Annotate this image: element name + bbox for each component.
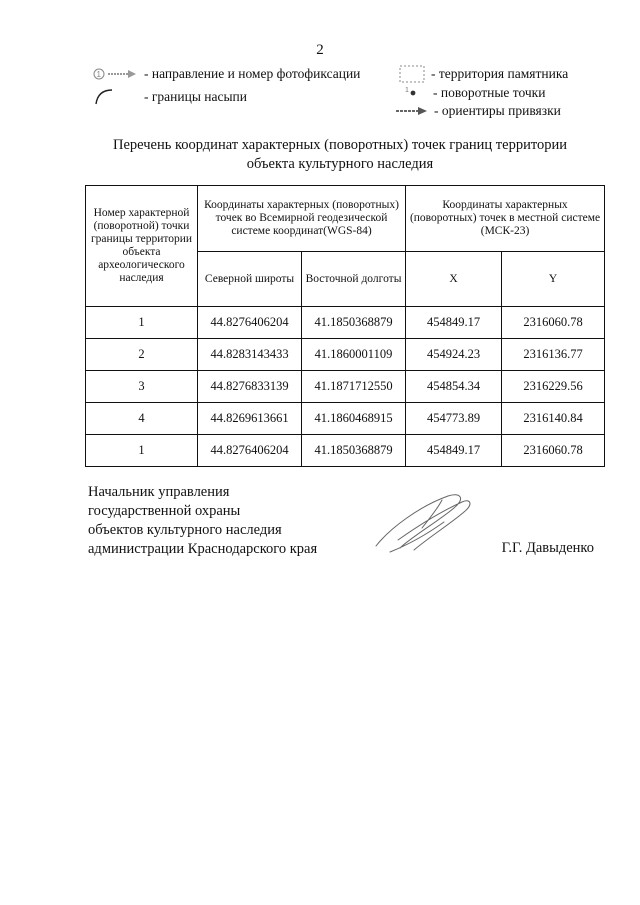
position-line: объектов культурного наследия [88, 522, 282, 538]
cell-latitude: 44.8276833139 [198, 371, 302, 403]
position-line: администрации Краснодарского края [88, 541, 318, 557]
cell-x: 454854.34 [406, 371, 502, 403]
cell-y: 2316140.84 [502, 403, 605, 435]
cell-y: 2316060.78 [502, 307, 605, 339]
cell-y: 2316229.56 [502, 371, 605, 403]
cell-point-number: 2 [86, 339, 198, 371]
cell-x: 454849.17 [406, 435, 502, 467]
cell-longitude: 41.1860468915 [302, 403, 406, 435]
table-row [86, 371, 605, 403]
cell-latitude: 44.8283143433 [198, 339, 302, 371]
header-msk-group: Координаты характерных (поворотных) точек в местной системе (МСК-23) [406, 186, 605, 252]
cell-point-number: 1 [86, 307, 198, 339]
table-row [86, 307, 605, 339]
cell-longitude: 41.1850368879 [302, 435, 406, 467]
position-line: Начальник управления [88, 484, 230, 500]
header-x: X [406, 252, 502, 307]
cell-longitude: 41.1850368879 [302, 307, 406, 339]
position-line: государственной охраны [88, 503, 241, 519]
photo-direction-icon [92, 67, 140, 81]
title-line-2: объекта культурного наследия [246, 156, 434, 172]
cell-latitude: 44.8276406204 [198, 307, 302, 339]
svg-text:1: 1 [96, 70, 101, 79]
territory-box-icon [399, 65, 427, 83]
header-y: Y [502, 252, 605, 307]
table-row [86, 339, 605, 371]
signatory-name: Г.Г. Давыденко [501, 540, 594, 556]
table-row [86, 435, 605, 467]
cell-x: 454924.23 [406, 339, 502, 371]
table-row [86, 403, 605, 435]
cell-latitude: 44.8276406204 [198, 435, 302, 467]
cell-x: 454773.89 [406, 403, 502, 435]
cell-longitude: 41.1860001109 [302, 339, 406, 371]
cell-y: 2316136.77 [502, 339, 605, 371]
cell-point-number: 3 [86, 371, 198, 403]
cell-point-number: 4 [86, 403, 198, 435]
svg-text:1: 1 [405, 87, 409, 94]
legend-monument-territory: - территория памятника [399, 65, 568, 83]
coordinates-table [85, 185, 605, 467]
legend-mound-border: - границы насыпи [92, 86, 247, 108]
legend-reference-points: - ориентиры привязки [394, 103, 561, 119]
cell-point-number: 1 [86, 435, 198, 467]
legend-photo-direction: 1 - направление и номер фотофиксации [92, 66, 360, 82]
header-latitude: Северной широты [198, 252, 302, 307]
page-number: 2 [316, 42, 324, 58]
title-line-1: Перечень координат характерных (поворотных) точек границ территории [112, 137, 568, 153]
cell-y: 2316060.78 [502, 435, 605, 467]
signature-icon [370, 488, 480, 558]
document-title [60, 136, 620, 174]
signatory-position [88, 483, 317, 559]
legend-turning-points: 1 - поворотные точки [405, 85, 546, 100]
cell-x: 454849.17 [406, 307, 502, 339]
header-longitude: Восточной долготы [302, 252, 406, 307]
reference-arrow-icon [394, 105, 430, 117]
cell-latitude: 44.8269613661 [198, 403, 302, 435]
mound-border-icon [92, 86, 140, 108]
turning-point-icon [405, 86, 429, 100]
header-point-number: Номер характерной (поворотной) точки границы территории объекта археологического наследия [86, 186, 198, 307]
cell-longitude: 41.1871712550 [302, 371, 406, 403]
header-wgs-group: Координаты характерных (поворотных) точек во Всемирной геодезической системе координат(WGS-84) [198, 186, 406, 252]
